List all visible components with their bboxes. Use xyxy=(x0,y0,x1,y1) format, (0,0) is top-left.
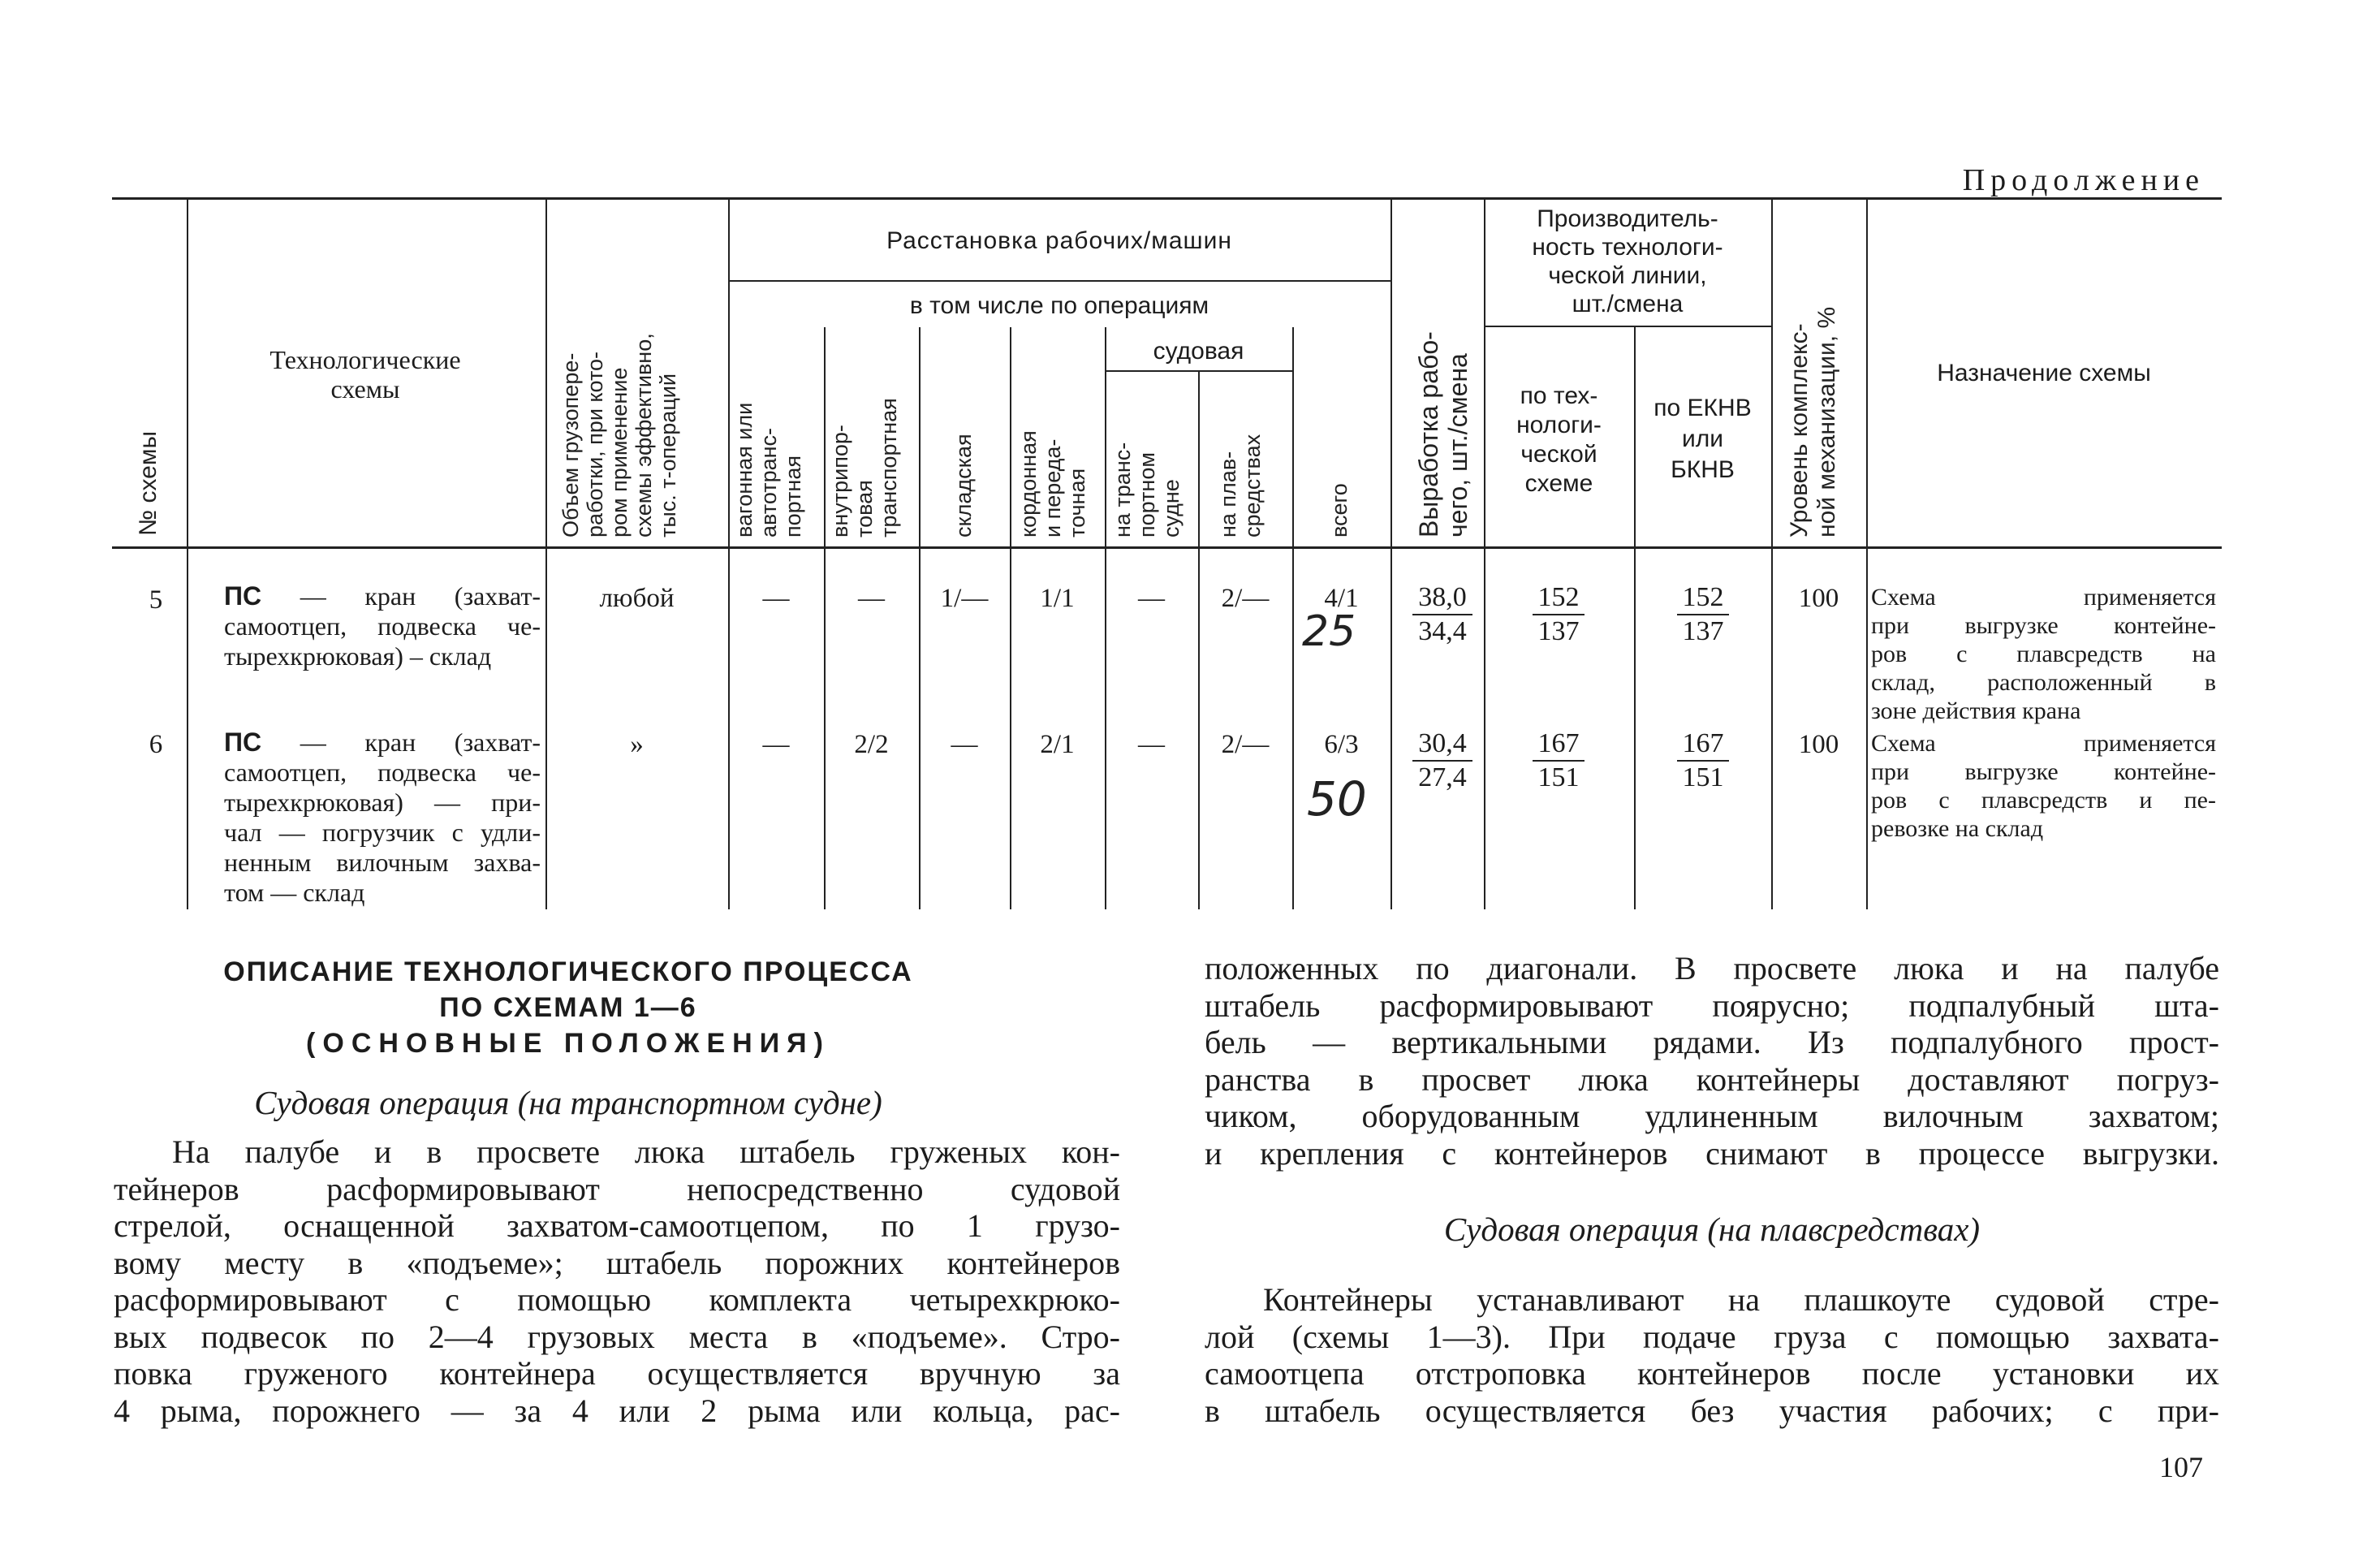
warehouse-value: 1/— xyxy=(940,584,989,613)
by-scheme-fraction: $\frac{152}{137}$ xyxy=(1533,581,1585,648)
header-on-ship: на транс- портном судне xyxy=(1110,442,1184,537)
subheading-transport-ship: Судовая операция (на транспортном судне) xyxy=(254,1084,882,1121)
cordon-value: 2/1 xyxy=(1040,730,1075,759)
header-volume: Объем грузопере- работки, при кото- ром применение схемы эффективно, тыс. т-операций xyxy=(558,333,680,537)
on-float-value: 2/— xyxy=(1221,584,1270,613)
header-ship: судовая xyxy=(1153,338,1244,365)
row-no: 6 xyxy=(149,730,163,759)
header-wagon: вагонная или автотранс- портная xyxy=(732,402,805,537)
scheme-description: ПС — кран (захват- самоотцеп, подвеска че- тырехкрюковая) — при- чал — погрузчик с удли- ненным вилочным захва- том — склад xyxy=(224,727,541,907)
page-number: 107 xyxy=(2159,1451,2203,1483)
volume-value: любой xyxy=(599,584,675,613)
intraport-value: 2/2 xyxy=(854,730,889,759)
on-float-value: 2/— xyxy=(1221,730,1270,759)
handwritten-note: 25 xyxy=(1302,607,1356,656)
output-fraction: $\frac{38,0}{34,4}$ xyxy=(1412,581,1472,648)
header-by-scheme: по тех- нологи- ческой схеме xyxy=(1516,382,1602,497)
header-warehouse: складская xyxy=(951,434,976,537)
warehouse-value: — xyxy=(951,730,978,759)
handwritten-note: 50 xyxy=(1307,771,1367,827)
row-no: 5 xyxy=(149,585,163,615)
volume-value: » xyxy=(630,730,644,759)
total-value: 4/1 xyxy=(1324,584,1359,613)
header-total: всего xyxy=(1327,483,1352,537)
output-fraction: $\frac{30,4}{27,4}$ xyxy=(1412,727,1472,794)
purpose-text: Схема применяется при выгрузке контейне- ров с плавсредств на склад, расположенный в зоне действия крана xyxy=(1871,584,2216,724)
paragraph-continuation: положенных по диагонали. В просвете люка и на палубе штабель расформировывают поярусно; подпалубный шта- бель — вертикальными рядами. Из подпалубного прост- ранства в просвет люка контейнеры доставляют погруз- чиком, оборудованным удлиненным вилочным захватом; и крепления с контейнеров снимают в процессе выгрузки. xyxy=(1205,950,2219,1172)
header-mech-level: Уровень комплекс- ной механизации, % xyxy=(1786,306,1840,537)
by-scheme-fraction: $\frac{167}{151}$ xyxy=(1533,727,1585,794)
purpose-text: Схема применяется при выгрузке контейне- ров с плавсредств и пе- ревозке на склад xyxy=(1871,730,2216,842)
on-ship-value: — xyxy=(1138,730,1165,759)
cordon-value: 1/1 xyxy=(1040,584,1075,613)
header-tech-schemes: Технологические схемы xyxy=(269,345,461,404)
by-ekn-fraction: $\frac{167}{151}$ xyxy=(1677,727,1729,794)
wagon-value: — xyxy=(762,584,790,613)
continuation-label: Продолжение xyxy=(1962,163,2205,197)
header-cordon: кордонная и переда- точная xyxy=(1016,430,1089,537)
on-ship-value: — xyxy=(1138,584,1165,613)
total-value: 6/3 xyxy=(1324,730,1359,759)
paragraph-transport-ship: На палубе и в просвете люка штабель груженых кон- тейнеров расформировывают непосредственно судовой стрелой, оснащенной захватом-самоотцепом, по 1 грузо- вому месту в «подъеме»; штабель порожних контейнеров расформировывают с помощью комплекта четырехкрюко- вых подвесок по 2—4 грузовых места в «подъеме». Стро- повка груженого контейнера осуществляется вручную за 4 рыма, порожнего — за 4 или 2 рыма или кольца, рас- xyxy=(114,1133,1120,1429)
intraport-value: — xyxy=(858,584,885,613)
header-on-float: на плав- средствах xyxy=(1216,434,1265,537)
header-output: Выработка рабо- чего, шт./смена xyxy=(1414,331,1472,537)
subheading-floating-craft: Судовая операция (на плавсредствах) xyxy=(1443,1211,1981,1248)
header-scheme-no: № схемы xyxy=(135,430,162,536)
header-placement: Расстановка рабочих/машин xyxy=(886,227,1232,254)
header-incl-ops: в том числе по операциям xyxy=(909,292,1209,319)
scheme-description: ПС — кран (захват- самоотцеп, подвеска че- тырехкрюковая) – склад xyxy=(224,581,541,671)
header-by-ekn: по ЕКНВ или БКНВ xyxy=(1653,395,1752,483)
header-intraport: внутрипор- товая транспортная xyxy=(828,398,901,537)
paragraph-floating-craft: Контейнеры устанавливают на плашкоуте судовой стре- лой (схемы 1—3). При подаче груза с помощью захвата- самоотцепа отстроповка контейнеров после установки их в штабель осуществляется без участия рабочих; с при- xyxy=(1205,1281,2219,1429)
mech-value: 100 xyxy=(1798,730,1839,759)
section-heading: ОПИСАНИЕ ТЕХНОЛОГИЧЕСКОГО ПРОЦЕССА ПО СХЕМАМ 1—6 (ОСНОВНЫЕ ПОЛОЖЕНИЯ) xyxy=(223,956,913,1059)
header-purpose: Назначение схемы xyxy=(1937,360,2151,386)
wagon-value: — xyxy=(762,730,790,759)
mech-value: 100 xyxy=(1798,584,1839,613)
header-productivity: Производитель- ность технологи- ческой линии, шт./смена xyxy=(1532,205,1723,317)
by-ekn-fraction: $\frac{152}{137}$ xyxy=(1677,581,1729,648)
